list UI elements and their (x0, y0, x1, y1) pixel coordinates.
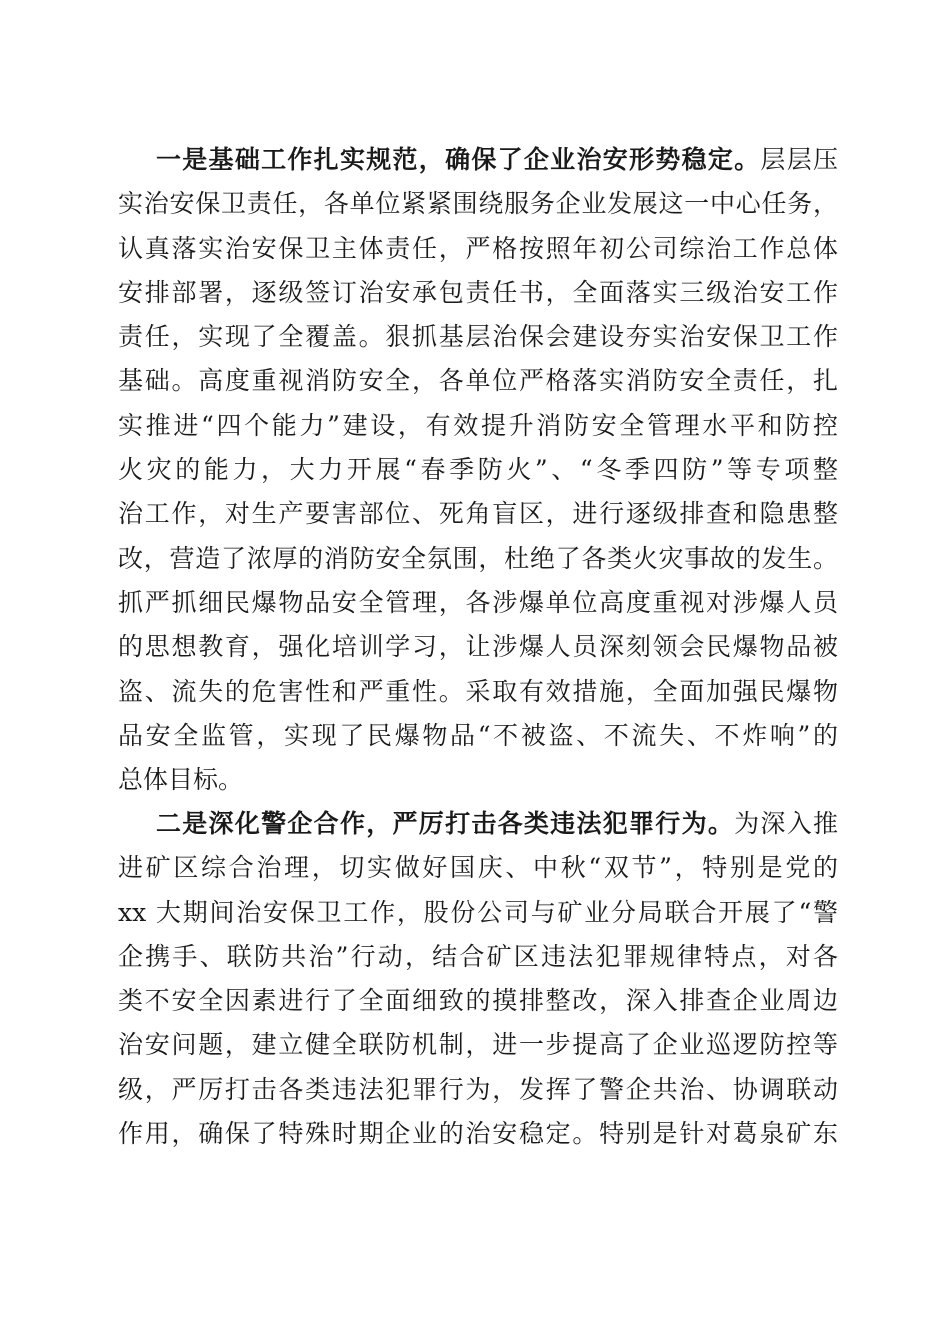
paragraph-line: 类不安全因素进行了全面细致的摸排整改，深入排查企业周边 (118, 986, 838, 1016)
paragraph-line (118, 138, 838, 182)
paragraph-line: 级，严厉打击各类违法犯罪行为，发挥了警企共治、协调联动 (118, 1074, 838, 1104)
paragraph-line: 火灾的能力，大力开展“春季防火”、“冬季四防”等专项整 (118, 455, 838, 485)
paragraph-lead: 一是基础工作扎实规范，确保了企业治安形势稳定。 (156, 145, 761, 174)
paragraph-line: 基础。高度重视消防安全，各单位严格落实消防安全责任，扎 (118, 366, 838, 396)
paragraph-lead: 二是深化警企合作，严厉打击各类违法犯罪行为。 (156, 809, 735, 838)
paragraph-line: 治安问题，建立健全联防机制，进一步提高了企业巡逻防控等 (118, 1030, 838, 1060)
paragraph-line: 企携手、联防共治”行动，结合矿区违法犯罪规律特点，对各 (118, 941, 838, 971)
paragraph-line (118, 802, 838, 846)
paragraph-line: 品安全监管，实现了民爆物品“不被盗、不流失、不炸响”的 (118, 720, 838, 750)
paragraph-2 (118, 802, 838, 1156)
paragraph-line: 总体目标。 (118, 765, 244, 795)
paragraph-line: 改，营造了浓厚的消防安全氛围，杜绝了各类火灾事故的发生。 (118, 543, 838, 573)
paragraph-line: 治工作，对生产要害部位、死角盲区，进行逐级排查和隐患整 (118, 499, 838, 529)
paragraph-line: 责任，实现了全覆盖。狠抓基层治保会建设夯实治安保卫工作 (118, 322, 838, 352)
paragraph-line: 实推进“四个能力”建设，有效提升消防安全管理水平和防控 (118, 410, 838, 440)
paragraph-line: 作用，确保了特殊时期企业的治安稳定。特别是针对葛泉矿东 (118, 1119, 838, 1149)
paragraph-line: xx 大期间治安保卫工作，股份公司与矿业分局联合开展了“警 (118, 897, 838, 927)
paragraph-line: 实治安保卫责任，各单位紧紧围绕服务企业发展这一中心任务， (118, 189, 838, 219)
paragraph-line-text: 层层压 (760, 145, 838, 174)
paragraph-line: 盗、流失的危害性和严重性。采取有效措施，全面加强民爆物 (118, 676, 838, 706)
paragraph-line: 进矿区综合治理，切实做好国庆、中秋“双节”，特别是党的 (118, 853, 838, 883)
paragraph-line: 认真落实治安保卫主体责任，严格按照年初公司综治工作总体 (118, 233, 838, 263)
paragraph-line: 的思想教育，强化培训学习，让涉爆人员深刻领会民爆物品被 (118, 632, 838, 662)
paragraph-1 (118, 138, 838, 802)
paragraph-line-text: 为深入推 (734, 809, 838, 838)
paragraph-line: 安排部署，逐级签订治安承包责任书，全面落实三级治安工作 (118, 277, 838, 307)
paragraph-line: 抓严抓细民爆物品安全管理，各涉爆单位高度重视对涉爆人员 (118, 587, 838, 617)
